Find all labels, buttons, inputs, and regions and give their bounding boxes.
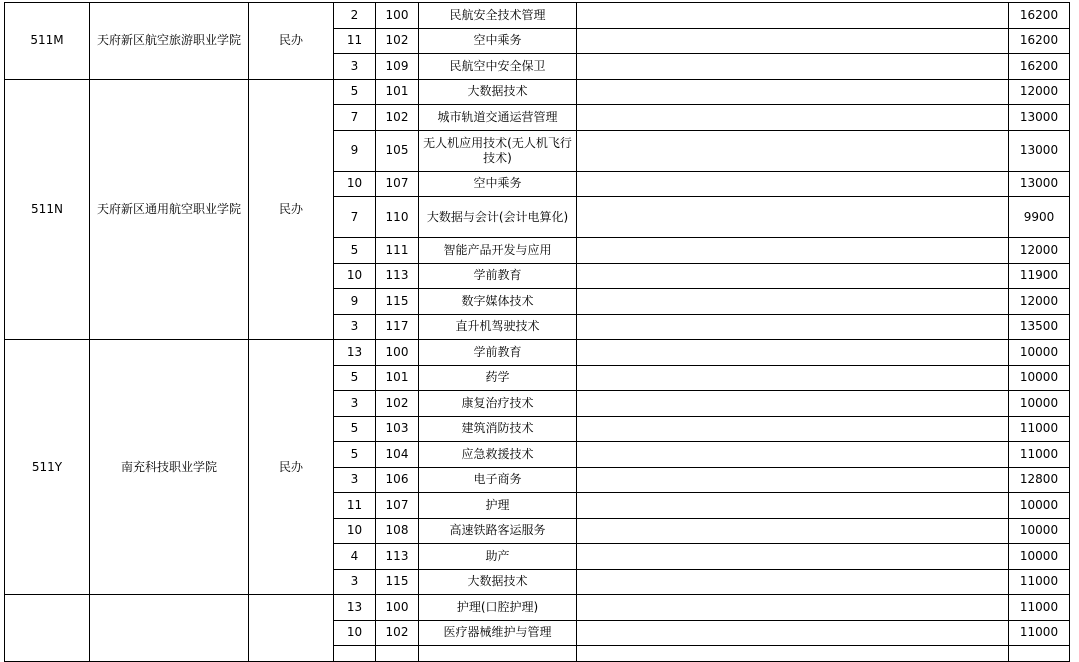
plan-count-cell: 11: [334, 28, 376, 54]
major-code-cell: 102: [376, 391, 419, 417]
note-cell: [577, 518, 1009, 544]
school-type-cell: 民办: [249, 340, 334, 595]
tuition-cell: 11000: [1009, 620, 1070, 646]
school-name-cell: 南充科技职业学院: [90, 340, 249, 595]
plan-count-cell: 9: [334, 130, 376, 171]
note-cell: [577, 3, 1009, 29]
note-cell: [577, 365, 1009, 391]
major-name-cell: 高速铁路客运服务: [419, 518, 577, 544]
tuition-cell: 13500: [1009, 314, 1070, 340]
major-code-cell: 102: [376, 28, 419, 54]
plan-count-cell: 3: [334, 54, 376, 80]
enrollment-table: [4, 2, 1070, 662]
note-cell: [577, 171, 1009, 197]
plan-count-cell: 3: [334, 569, 376, 595]
plan-count-cell: 2: [334, 3, 376, 29]
major-name-cell: 民航安全技术管理: [419, 3, 577, 29]
major-name-cell: 建筑消防技术: [419, 416, 577, 442]
plan-count-cell: 10: [334, 263, 376, 289]
plan-count-cell: 5: [334, 79, 376, 105]
major-code-cell: 109: [376, 54, 419, 80]
tuition-cell: 10000: [1009, 493, 1070, 519]
tuition-cell: 10000: [1009, 518, 1070, 544]
major-code-cell: 113: [376, 263, 419, 289]
major-code-cell: 105: [376, 130, 419, 171]
plan-count-cell: [334, 646, 376, 662]
school-type-cell: 民办: [249, 79, 334, 340]
major-code-cell: 100: [376, 3, 419, 29]
note-cell: [577, 646, 1009, 662]
major-name-cell: 空中乘务: [419, 28, 577, 54]
major-code-cell: 111: [376, 238, 419, 264]
note-cell: [577, 416, 1009, 442]
plan-count-cell: 13: [334, 595, 376, 621]
tuition-cell: [1009, 646, 1070, 662]
major-name-cell: 电子商务: [419, 467, 577, 493]
table-body: [5, 3, 1070, 662]
major-code-cell: 110: [376, 197, 419, 238]
major-code-cell: 101: [376, 365, 419, 391]
school-code-cell: 511Y: [5, 340, 90, 595]
major-code-cell: 100: [376, 340, 419, 366]
note-cell: [577, 314, 1009, 340]
major-code-cell: 106: [376, 467, 419, 493]
table-row: [5, 3, 1070, 29]
tuition-cell: 16200: [1009, 54, 1070, 80]
tuition-cell: 12800: [1009, 467, 1070, 493]
major-name-cell: 医疗器械维护与管理: [419, 620, 577, 646]
major-name-cell: 护理: [419, 493, 577, 519]
note-cell: [577, 569, 1009, 595]
tuition-cell: 13000: [1009, 130, 1070, 171]
note-cell: [577, 105, 1009, 131]
major-code-cell: 107: [376, 171, 419, 197]
tuition-cell: 13000: [1009, 171, 1070, 197]
major-name-cell: 空中乘务: [419, 171, 577, 197]
tuition-cell: 11000: [1009, 416, 1070, 442]
tuition-cell: 11000: [1009, 442, 1070, 468]
plan-count-cell: 4: [334, 544, 376, 570]
note-cell: [577, 130, 1009, 171]
plan-count-cell: 3: [334, 391, 376, 417]
school-code-cell: [5, 595, 90, 662]
tuition-cell: 10000: [1009, 340, 1070, 366]
major-code-cell: 102: [376, 620, 419, 646]
plan-count-cell: 9: [334, 289, 376, 315]
major-code-cell: 100: [376, 595, 419, 621]
major-name-cell: 助产: [419, 544, 577, 570]
note-cell: [577, 595, 1009, 621]
tuition-cell: 10000: [1009, 544, 1070, 570]
tuition-cell: 10000: [1009, 391, 1070, 417]
major-code-cell: 108: [376, 518, 419, 544]
major-name-cell: 大数据技术: [419, 569, 577, 595]
major-name-cell: 无人机应用技术(无人机飞行技术): [419, 130, 577, 171]
plan-count-cell: 7: [334, 197, 376, 238]
note-cell: [577, 442, 1009, 468]
major-code-cell: 101: [376, 79, 419, 105]
tuition-cell: 16200: [1009, 28, 1070, 54]
tuition-cell: 11000: [1009, 595, 1070, 621]
major-name-cell: 大数据技术: [419, 79, 577, 105]
note-cell: [577, 493, 1009, 519]
major-name-cell: 民航空中安全保卫: [419, 54, 577, 80]
tuition-cell: 12000: [1009, 238, 1070, 264]
note-cell: [577, 263, 1009, 289]
tuition-cell: 10000: [1009, 365, 1070, 391]
note-cell: [577, 238, 1009, 264]
note-cell: [577, 467, 1009, 493]
tuition-cell: 9900: [1009, 197, 1070, 238]
plan-count-cell: 11: [334, 493, 376, 519]
major-code-cell: 115: [376, 289, 419, 315]
major-name-cell: [419, 646, 577, 662]
plan-count-cell: 3: [334, 314, 376, 340]
note-cell: [577, 79, 1009, 105]
note-cell: [577, 620, 1009, 646]
note-cell: [577, 391, 1009, 417]
major-name-cell: 康复治疗技术: [419, 391, 577, 417]
plan-count-cell: 5: [334, 365, 376, 391]
note-cell: [577, 544, 1009, 570]
plan-count-cell: 5: [334, 442, 376, 468]
plan-count-cell: 7: [334, 105, 376, 131]
tuition-cell: 12000: [1009, 79, 1070, 105]
school-type-cell: 民办: [249, 3, 334, 80]
note-cell: [577, 54, 1009, 80]
school-name-cell: [90, 595, 249, 662]
school-code-cell: 511M: [5, 3, 90, 80]
major-code-cell: 104: [376, 442, 419, 468]
plan-count-cell: 10: [334, 518, 376, 544]
major-code-cell: 103: [376, 416, 419, 442]
school-code-cell: 511N: [5, 79, 90, 340]
major-code-cell: 107: [376, 493, 419, 519]
tuition-cell: 13000: [1009, 105, 1070, 131]
major-name-cell: 护理(口腔护理): [419, 595, 577, 621]
table-row: [5, 79, 1070, 105]
plan-count-cell: 5: [334, 416, 376, 442]
major-name-cell: 数字媒体技术: [419, 289, 577, 315]
major-code-cell: 113: [376, 544, 419, 570]
major-code-cell: 117: [376, 314, 419, 340]
major-name-cell: 智能产品开发与应用: [419, 238, 577, 264]
school-type-cell: [249, 595, 334, 662]
major-code-cell: 102: [376, 105, 419, 131]
major-name-cell: 学前教育: [419, 263, 577, 289]
table-row: [5, 595, 1070, 621]
school-name-cell: 天府新区通用航空职业学院: [90, 79, 249, 340]
major-name-cell: 直升机驾驶技术: [419, 314, 577, 340]
plan-count-cell: 3: [334, 467, 376, 493]
plan-count-cell: 5: [334, 238, 376, 264]
major-name-cell: 应急救援技术: [419, 442, 577, 468]
plan-count-cell: 10: [334, 171, 376, 197]
tuition-cell: 11900: [1009, 263, 1070, 289]
tuition-cell: 16200: [1009, 3, 1070, 29]
note-cell: [577, 197, 1009, 238]
note-cell: [577, 340, 1009, 366]
tuition-cell: 12000: [1009, 289, 1070, 315]
major-name-cell: 学前教育: [419, 340, 577, 366]
major-name-cell: 城市轨道交通运营管理: [419, 105, 577, 131]
note-cell: [577, 28, 1009, 54]
major-code-cell: [376, 646, 419, 662]
major-code-cell: 115: [376, 569, 419, 595]
note-cell: [577, 289, 1009, 315]
school-name-cell: 天府新区航空旅游职业学院: [90, 3, 249, 80]
tuition-cell: 11000: [1009, 569, 1070, 595]
major-name-cell: 药学: [419, 365, 577, 391]
table-row: [5, 340, 1070, 366]
major-name-cell: 大数据与会计(会计电算化): [419, 197, 577, 238]
plan-count-cell: 10: [334, 620, 376, 646]
plan-count-cell: 13: [334, 340, 376, 366]
